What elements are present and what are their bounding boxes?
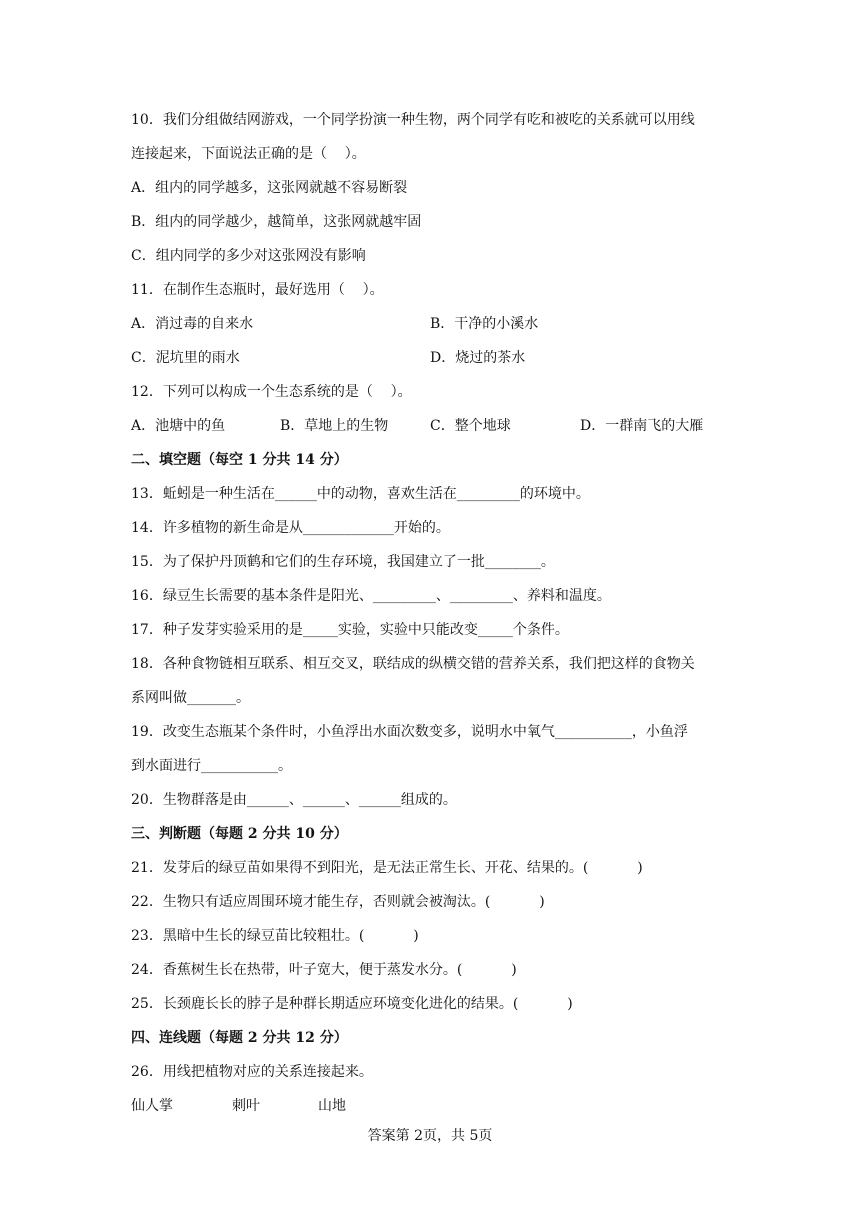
section-fill-blank-heading: 二、填空题（每空 1 分共 14 分） xyxy=(131,452,348,468)
q10-option-a: A．组内的同学越多，这张网就越不容易断裂 xyxy=(131,180,408,196)
q12-option-c: C．整个地球 xyxy=(430,418,511,434)
q14: 14．许多植物的新生命是从_____________开始的。 xyxy=(131,520,450,536)
q11-option-c: C．泥坑里的雨水 xyxy=(131,350,240,366)
q12-option-a: A．池塘中的鱼 xyxy=(131,418,226,434)
q16: 16．绿豆生长需要的基本条件是阳光、_________、_________、养料和温度。 xyxy=(131,588,611,604)
q11-option-b: B．干净的小溪水 xyxy=(430,316,539,332)
q10-stem-line2: 连接起来，下面说法正确的是（ ）。 xyxy=(131,146,366,162)
q22: 22．生物只有适应周围环境才能生存，否则就会被淘汰。( ) xyxy=(131,894,545,910)
q17: 17．种子发芽实验采用的是_____实验，实验中只能改变_____个条件。 xyxy=(131,622,569,638)
q18-line1: 18．各种食物链相互联系、相互交叉，联结成的纵横交错的营养关系，我们把这样的食物关 xyxy=(131,656,695,672)
q18-line2: 系网叫做_______。 xyxy=(131,690,250,706)
q26-col3-item: 山地 xyxy=(318,1098,346,1114)
q13: 13．蚯蚓是一种生活在______中的动物，喜欢生活在_________的环境中。 xyxy=(131,486,590,502)
q26-stem: 26．用线把植物对应的关系连接起来。 xyxy=(131,1064,373,1080)
q25: 25．长颈鹿长长的脖子是种群长期适应环境变化进化的结果。( ) xyxy=(131,996,573,1012)
q19-line1: 19．改变生态瓶某个条件时，小鱼浮出水面次数变多，说明水中氧气___________，小鱼浮 xyxy=(131,724,688,740)
page-footer: 答案第 2页，共 5页 xyxy=(367,1128,493,1144)
q21: 21．发芽后的绿豆苗如果得不到阳光，是无法正常生长、开花、结果的。( ) xyxy=(131,860,643,876)
q10-option-b: B．组内的同学越少，越简单，这张网就越牢固 xyxy=(131,214,422,230)
q26-col1-item: 仙人掌 xyxy=(131,1098,173,1114)
q10-option-c: C．组内同学的多少对这张网没有影响 xyxy=(131,248,366,264)
q19-line2: 到水面进行___________。 xyxy=(131,758,292,774)
q26-col2-item: 刺叶 xyxy=(232,1098,260,1114)
q10-stem-line1: 10．我们分组做结网游戏，一个同学扮演一种生物，两个同学有吃和被吃的关系就可以用线 xyxy=(131,112,695,128)
q11-stem: 11．在制作生态瓶时，最好选用（ ）。 xyxy=(131,282,384,298)
q23: 23．黑暗中生长的绿豆苗比较粗壮。( ) xyxy=(131,928,419,944)
q12-option-b: B．草地上的生物 xyxy=(280,418,389,434)
section-matching-heading: 四、连线题（每题 2 分共 12 分） xyxy=(131,1030,348,1046)
q15: 15．为了保护丹顶鹤和它们的生存环境，我国建立了一批________。 xyxy=(131,554,555,570)
q20: 20．生物群落是由______、______、______组成的。 xyxy=(131,792,457,808)
q24: 24．香蕉树生长在热带，叶子宽大，便于蒸发水分。( ) xyxy=(131,962,517,978)
q11-option-a: A．消过毒的自来水 xyxy=(131,316,254,332)
section-true-false-heading: 三、判断题（每题 2 分共 10 分） xyxy=(131,826,348,842)
q11-option-d: D．烧过的茶水 xyxy=(430,350,526,366)
q12-option-d: D．一群南飞的大雁 xyxy=(580,418,704,434)
q12-stem: 12．下列可以构成一个生态系统的是（ ）。 xyxy=(131,384,412,400)
